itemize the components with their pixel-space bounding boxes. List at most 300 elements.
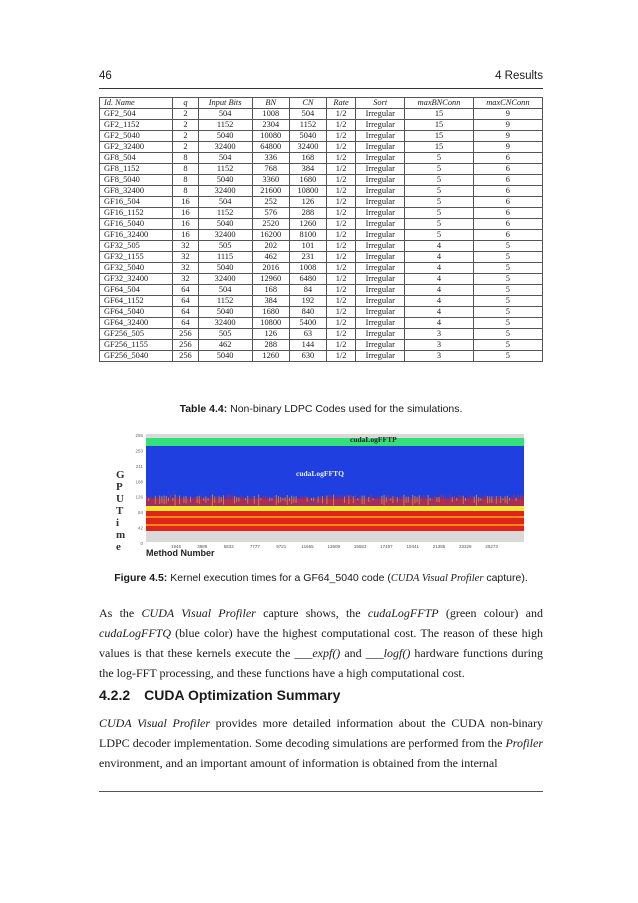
table-cell: 1008 [289,263,326,274]
table-body [100,109,543,362]
spike-mark [282,498,283,501]
spike-mark [480,498,481,501]
spike-mark [238,497,239,501]
table-row [100,351,543,362]
table-cell: Irregular [356,175,405,186]
x-tick-label: 13609 [327,544,341,549]
spike-mark [166,496,167,504]
table-cell: 168 [289,153,326,164]
x-tick-label: 11665 [301,544,314,549]
table-cell: 505 [198,241,252,252]
spike-mark [390,498,391,501]
p2-text-1: provides more detailed information about the CUDA non-binary LDPC decoder implementation. Some decoding simulations are performed from the [99,716,544,750]
table-cell: GF256_1155 [100,340,173,351]
table-cell: 32 [173,241,198,252]
table-cell: 5 [473,329,542,340]
table-cell: Irregular [356,329,405,340]
x-tick-label: 7777 [249,544,260,549]
table-cell: 840 [289,307,326,318]
table-cell: 504 [198,109,252,120]
spike-mark [161,496,162,503]
table-row [100,175,543,186]
table-cell: 9 [473,120,542,131]
table-cell: 5040 [198,307,252,318]
spike-mark [304,495,305,504]
p1-kernel-fftp: cudaLogFFTP [367,606,439,620]
spike-mark [309,498,310,501]
p1-profiler-name: CUDA Visual Profiler [141,606,256,620]
table-cell: GF16_504 [100,197,173,208]
table-cell: 4 [405,274,473,285]
table-cell: Irregular [356,241,405,252]
spike-mark [197,496,198,503]
spike-mark [447,498,448,501]
spike-mark [311,498,312,501]
table-cell: 16 [173,208,198,219]
table-cell: GF2_504 [100,109,173,120]
table-cell: 8 [173,153,198,164]
spike-mark [249,498,250,501]
table-row [100,285,543,296]
table-cell: 9 [473,142,542,153]
table-cell: Irregular [356,296,405,307]
spike-mark [441,495,442,506]
x-tick-label: 9721 [276,544,287,549]
table-cell: 5040 [198,131,252,142]
table-cell: 16 [173,219,198,230]
table-cell: 504 [198,197,252,208]
table-cell: 252 [252,197,289,208]
table-cell: 4 [405,318,473,329]
spike-mark [384,495,385,505]
table-cell: 32400 [198,142,252,153]
table-cell: 1/2 [327,175,356,186]
spike-mark [190,497,191,503]
spike-mark [265,496,266,505]
table-cell: 8 [173,175,198,186]
table-cell: 630 [289,351,326,362]
spike-mark [175,494,176,506]
spike-mark [271,498,272,501]
spike-mark [452,497,453,502]
x-tick-label: 23329 [459,544,472,549]
table-cell: Irregular [356,351,405,362]
y-tick-label: 84 [137,510,143,516]
spike-mark [476,495,477,506]
spike-mark [502,498,503,500]
table-cell: GF2_5040 [100,131,173,142]
spike-mark [381,496,382,504]
table-cell: 462 [252,252,289,263]
table-cell: 2 [173,120,198,131]
table-cell: 6 [473,219,542,230]
table-cell: 16200 [252,230,289,241]
table-cell: 8100 [289,230,326,241]
paragraph-optimization-summary [99,713,543,773]
table-cell: Irregular [356,197,405,208]
table-cell: 9 [473,131,542,142]
spike-mark [513,494,514,506]
spike-mark [150,496,151,502]
table-cell: 32400 [198,230,252,241]
table-cell: GF8_32400 [100,186,173,197]
spike-mark [406,497,407,503]
table-cell: 8 [173,186,198,197]
table-cell: 168 [252,285,289,296]
table-cell: 1152 [198,164,252,175]
table-cell: 5 [473,318,542,329]
spike-mark [227,495,228,506]
yellow-band [146,506,524,511]
spike-mark [465,498,466,501]
table-cell: 15 [405,131,473,142]
table-cell: 15 [405,142,473,153]
table-cell: GF16_1152 [100,208,173,219]
table-cell: 2016 [252,263,289,274]
table-cell: 5 [473,274,542,285]
spike-mark [364,495,365,504]
y-tick-label: 126 [135,494,143,500]
table-cell: 1/2 [327,263,356,274]
table-cell: 1/2 [327,131,356,142]
table-cell: 5 [405,219,473,230]
table-row [100,318,543,329]
spike-mark [399,498,400,501]
table-cell: 1680 [252,307,289,318]
table-cell: 256 [173,329,198,340]
table-cell: 5 [405,230,473,241]
table-cell: Irregular [356,230,405,241]
table-row [100,186,543,197]
column-header: Sort [356,98,405,109]
spike-mark [208,498,209,500]
profiler-capture [110,430,530,558]
y-axis-letter: U [116,493,124,505]
table-cell: 5400 [289,318,326,329]
table-cell: 1/2 [327,351,356,362]
footer-rule [99,791,543,792]
y-axis-letter: e [116,541,121,553]
y-tick-label: 211 [135,463,143,469]
table-cell: GF256_5040 [100,351,173,362]
table-row [100,307,543,318]
table-cell: GF32_505 [100,241,173,252]
x-tick-label: 3889 [197,544,208,549]
spike-mark [454,496,455,504]
table-row [100,197,543,208]
orange-line [146,524,524,526]
table-cell: 256 [173,340,198,351]
spike-mark [342,496,343,504]
table-cell: 5 [473,285,542,296]
y-tick-label: 42 [137,525,143,531]
table-cell: 126 [289,197,326,208]
table-cell: 32400 [198,318,252,329]
table-cell: 8 [173,164,198,175]
table-cell: 4 [405,263,473,274]
table-row [100,120,543,131]
table-cell: 1/2 [327,307,356,318]
kernel-bands [146,434,524,542]
table-cell: 6 [473,230,542,241]
table-cell: 1008 [252,109,289,120]
table-cell: 505 [198,329,252,340]
spike-mark [247,496,248,504]
table-cell: 1/2 [327,274,356,285]
p1-func-expf: ___expf() [294,646,341,660]
table-cell: 504 [198,153,252,164]
spike-mark [254,496,255,504]
table-cell: 4 [405,296,473,307]
spike-mark [225,497,226,502]
table-cell: Irregular [356,142,405,153]
spike-mark [170,494,171,505]
table-cell: 1152 [289,120,326,131]
table-cell: 64 [173,318,198,329]
spike-mark [148,498,149,501]
table-cell: 2304 [252,120,289,131]
table-cell: 16 [173,197,198,208]
table-cell: 1/2 [327,120,356,131]
spike-mark [146,496,147,503]
table-cell: 1/2 [327,230,356,241]
table-cell: 5040 [289,131,326,142]
spike-mark [298,498,299,500]
spike-mark [461,496,462,503]
table-row [100,219,543,230]
spike-mark [315,498,316,500]
table-cell: GF16_32400 [100,230,173,241]
spike-mark [379,497,380,502]
spike-mark [520,495,521,505]
spike-mark [241,495,242,504]
table-cell: GF2_32400 [100,142,173,153]
table-cell: 5 [473,296,542,307]
p1-text-3: (green colour) and [438,606,544,620]
spike-mark [256,498,257,501]
x-ticks [171,544,498,549]
table-cell: 1152 [198,296,252,307]
spike-mark [219,496,220,503]
table-cell: 3 [405,329,473,340]
table-cell: 6 [473,208,542,219]
spike-mark [153,498,154,501]
lower-band [146,531,524,542]
spike-mark [368,497,369,502]
table-cell: 4 [405,285,473,296]
table-cell: 32 [173,274,198,285]
spike-mark [201,495,202,505]
table-cell: 1/2 [327,208,356,219]
spike-mark [346,494,347,506]
spike-mark [337,495,338,505]
table-cell: 101 [289,241,326,252]
orange-line [146,516,524,518]
spike-mark [436,497,437,502]
spike-mark [331,496,332,503]
table-cell: Irregular [356,109,405,120]
spike-mark [263,495,264,504]
table-cell: 10080 [252,131,289,142]
table-row [100,274,543,285]
y-axis-letter: i [116,517,120,529]
table-cell: 21600 [252,186,289,197]
table-cell: 1/2 [327,241,356,252]
table-cell: 3 [405,351,473,362]
table-cell: 576 [252,208,289,219]
table-cell: 5040 [198,175,252,186]
spike-mark [419,495,420,504]
table-caption-label: Table 4.4: [179,403,228,415]
p1-text-2: capture shows, the [255,606,368,620]
spike-mark [357,498,358,501]
y-axis-letter: P [116,481,123,493]
spike-mark [511,496,512,502]
spike-mark [326,496,327,505]
table-row [100,131,543,142]
section-number: 4.2.2 [99,687,131,703]
red-band [146,511,524,531]
spike-mark [370,494,371,506]
spike-mark [335,496,336,503]
spike-mark [469,495,470,505]
table-cell: 32 [173,252,198,263]
table-cell: GF8_5040 [100,175,173,186]
spike-mark [491,496,492,503]
spike-mark [467,497,468,503]
table-cell: 64 [173,296,198,307]
spike-mark [362,496,363,505]
table-cell: 64800 [252,142,289,153]
p2-text-2: environment, and an important amount of information is obtained from the internal [99,756,498,770]
spike-mark [164,496,165,505]
spike-mark [179,496,180,505]
table-cell: GF64_504 [100,285,173,296]
table-cell: 5 [473,252,542,263]
column-header: BN [252,98,289,109]
table-cell: GF32_1155 [100,252,173,263]
y-axis-letter: T [116,505,124,517]
spike-mark [458,495,459,505]
spike-mark [252,496,253,503]
y-axis-title [116,469,125,553]
spike-mark [478,497,479,501]
table-cell: Irregular [356,307,405,318]
spike-mark [494,497,495,501]
table-cell: Irregular [356,274,405,285]
spike-mark [505,496,506,503]
table-cell: Irregular [356,219,405,230]
spike-mark [408,497,409,503]
spike-mark [430,498,431,501]
figure-caption-pre: Kernel execution times for a GF64_5040 code ( [167,572,391,584]
table-row [100,164,543,175]
spike-mark [302,497,303,502]
spike-mark [395,497,396,503]
spike-mark [351,495,352,505]
table-cell: Irregular [356,318,405,329]
spike-mark [318,496,319,502]
spike-mark [232,495,233,504]
spike-mark [258,495,259,506]
spike-mark [434,496,435,504]
table-caption [99,403,543,415]
table-cell: Irregular [356,153,405,164]
spike-mark [403,495,404,506]
spike-mark [386,497,387,502]
table-cell: 192 [289,296,326,307]
table-cell: 64 [173,307,198,318]
table-header-row [100,98,543,109]
table-cell: 4 [405,241,473,252]
table-row [100,329,543,340]
table-cell: 6 [473,164,542,175]
table-row [100,252,543,263]
x-tick-label: 17497 [380,544,393,549]
spike-mark [168,497,169,501]
table-cell: 1115 [198,252,252,263]
table-row [100,263,543,274]
spike-mark [300,496,301,503]
spike-mark [355,495,356,506]
table-cell: GF8_504 [100,153,173,164]
spike-mark [366,497,367,501]
table-cell: 10800 [289,186,326,197]
spike-mark [157,497,158,502]
spike-mark [203,498,204,501]
table-cell: 1/2 [327,109,356,120]
spike-mark [456,498,457,501]
table-row [100,208,543,219]
y-tick-label: 0 [140,541,143,546]
spike-mark [192,498,193,501]
table-cell: 6 [473,153,542,164]
table-cell: 5 [473,263,542,274]
table-row [100,109,543,120]
spike-mark [296,496,297,503]
spike-mark [410,498,411,501]
spike-mark [313,497,314,501]
table-row [100,296,543,307]
spike-mark [278,496,279,503]
table-caption-text: Non-binary LDPC Codes used for the simulations. [227,403,463,415]
table-row [100,230,543,241]
table-cell: 6480 [289,274,326,285]
spike-mark [392,496,393,503]
section-heading [99,687,340,703]
x-tick-label: 1945 [170,544,182,549]
p1-text-4: (blue color) have the highest computational cost. The reason of these high values is that these kernels execute the [99,626,543,660]
spike-mark [375,497,376,501]
table-cell: 1152 [198,208,252,219]
spike-mark [340,496,341,503]
table-cell: Irregular [356,263,405,274]
spike-mark [507,496,508,504]
table-cell: 231 [289,252,326,263]
paragraph-profiler-results [99,603,543,683]
table-cell: 6 [473,175,542,186]
table-cell: Irregular [356,131,405,142]
spike-mark [414,496,415,503]
spike-mark [377,497,378,501]
spike-mark [516,498,517,502]
table-cell: 32400 [198,186,252,197]
p1-text-1: As the [99,606,142,620]
spike-mark [428,495,429,505]
column-header: q [173,98,198,109]
table-cell: 1/2 [327,142,356,153]
table-cell: 16 [173,230,198,241]
